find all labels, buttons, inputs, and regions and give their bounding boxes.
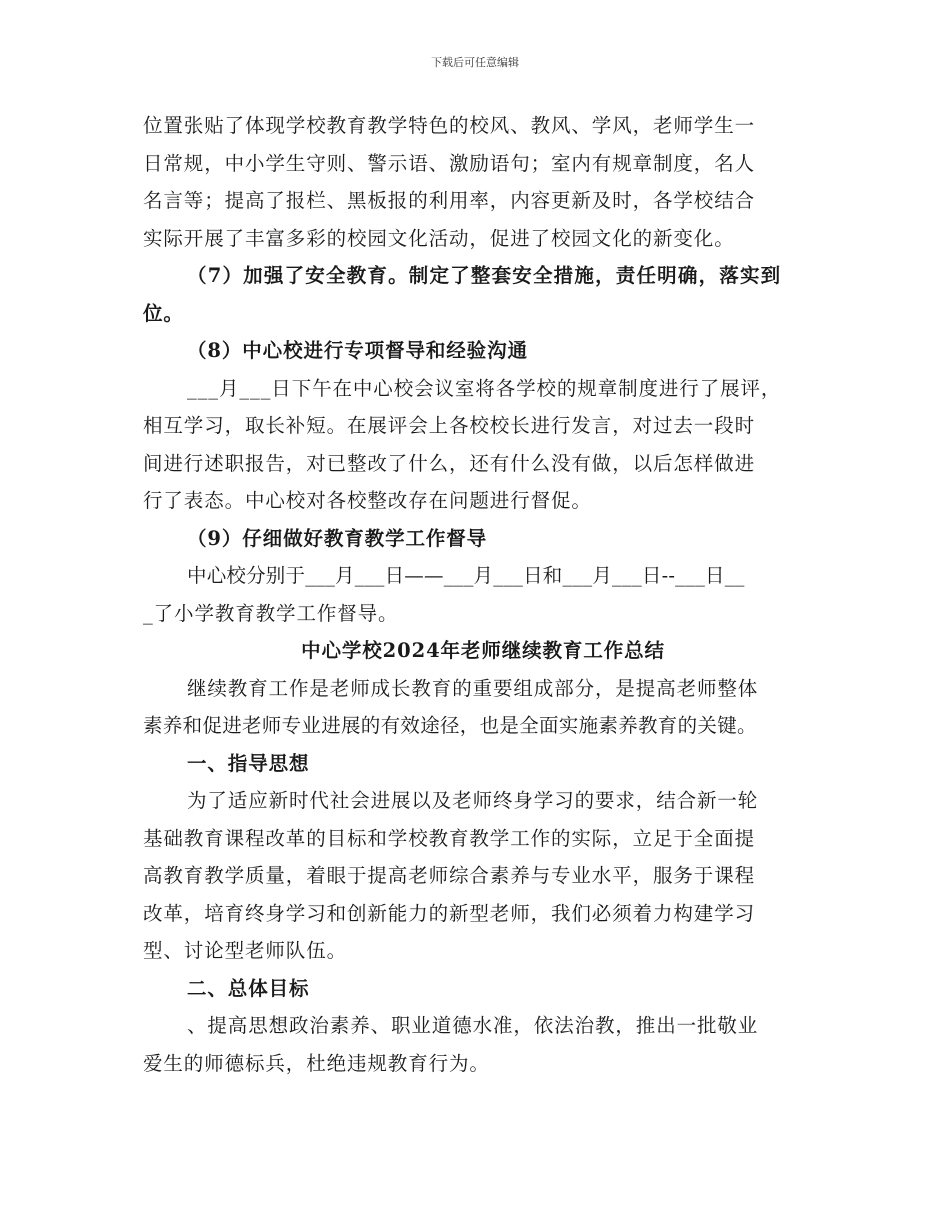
heading-safety-education: （7）加强了安全教育。制定了整套安全措施，责任明确，落实到 <box>187 264 782 287</box>
paragraph-line: 继续教育工作是老师成长教育的重要组成部分，是提高老师整体 <box>187 676 759 700</box>
paragraph-line: 改革，培育终身学习和创新能力的新型老师，我们必须着力构建学习 <box>143 901 756 925</box>
heading-supervision: （8）中心校进行专项督导和经验沟通 <box>187 339 528 362</box>
paragraph-line: 位置张贴了体现学校教育教学特色的校风、教风、学风，老师学生一 <box>143 114 756 137</box>
paragraph-line: 素养和促进老师专业进展的有效途径，也是全面实施素养教育的关键。 <box>143 714 757 737</box>
paragraph-line: _了小学教育教学工作督导。 <box>143 601 399 625</box>
page-header: 下载后可任意编辑 <box>431 56 519 69</box>
paragraph-line: 名言等；提高了报栏、黑板报的利用率，内容更新及时，各学校结合 <box>143 189 756 212</box>
paragraph-line: 、提高思想政治素养、职业道德水准，依法治教，推出一批敬业 <box>187 1014 759 1037</box>
paragraph-line: 实际开展了丰富多彩的校园文化活动，促进了校园文化的新变化。 <box>143 226 735 250</box>
paragraph-line: 行了表态。中心校对各校整改存在问题进行督促。 <box>143 489 592 512</box>
paragraph-line: ___月___日下午在中心校会议室将各学校的规章制度进行了展评， <box>187 376 782 400</box>
paragraph-line: 型、讨论型老师队伍。 <box>143 939 348 962</box>
paragraph-line: 间进行述职报告，对已整改了什么，还有什么没有做，以后怎样做进 <box>143 451 756 475</box>
heading-guiding-ideology: 一、指导思想 <box>187 751 310 775</box>
heading-overall-goals: 二、总体目标 <box>187 976 310 1000</box>
heading-teaching-supervision: （9）仔细做好教育教学工作督导 <box>187 526 488 550</box>
paragraph-line: 高教育教学质量，着眼于提高老师综合素养与专业水平，服务于课程 <box>143 864 756 887</box>
paragraph-line: 基础教育课程改革的目标和学校教育教学工作的实际，立足于全面提 <box>143 826 756 850</box>
heading-safety-education-cont: 位。 <box>143 301 184 325</box>
paragraph-line: 爱生的师德标兵，杜绝违规教育行为。 <box>143 1051 490 1075</box>
paragraph-line: 为了适应新时代社会进展以及老师终身学习的要求，结合新一轮 <box>187 789 759 812</box>
document-body <box>143 107 823 1082</box>
paragraph-line: 中心校分别于___月___日——___月___日和___月___日--___日__ <box>187 564 745 587</box>
document-title: 中心学校2024年老师继续教育工作总结 <box>301 639 665 662</box>
paragraph-line: 相互学习，取长补短。在展评会上各校校长进行发言，对过去一段时 <box>143 414 756 437</box>
paragraph-line: 日常规，中小学生守则、警示语、激励语句；室内有规章制度，名人 <box>143 151 756 175</box>
